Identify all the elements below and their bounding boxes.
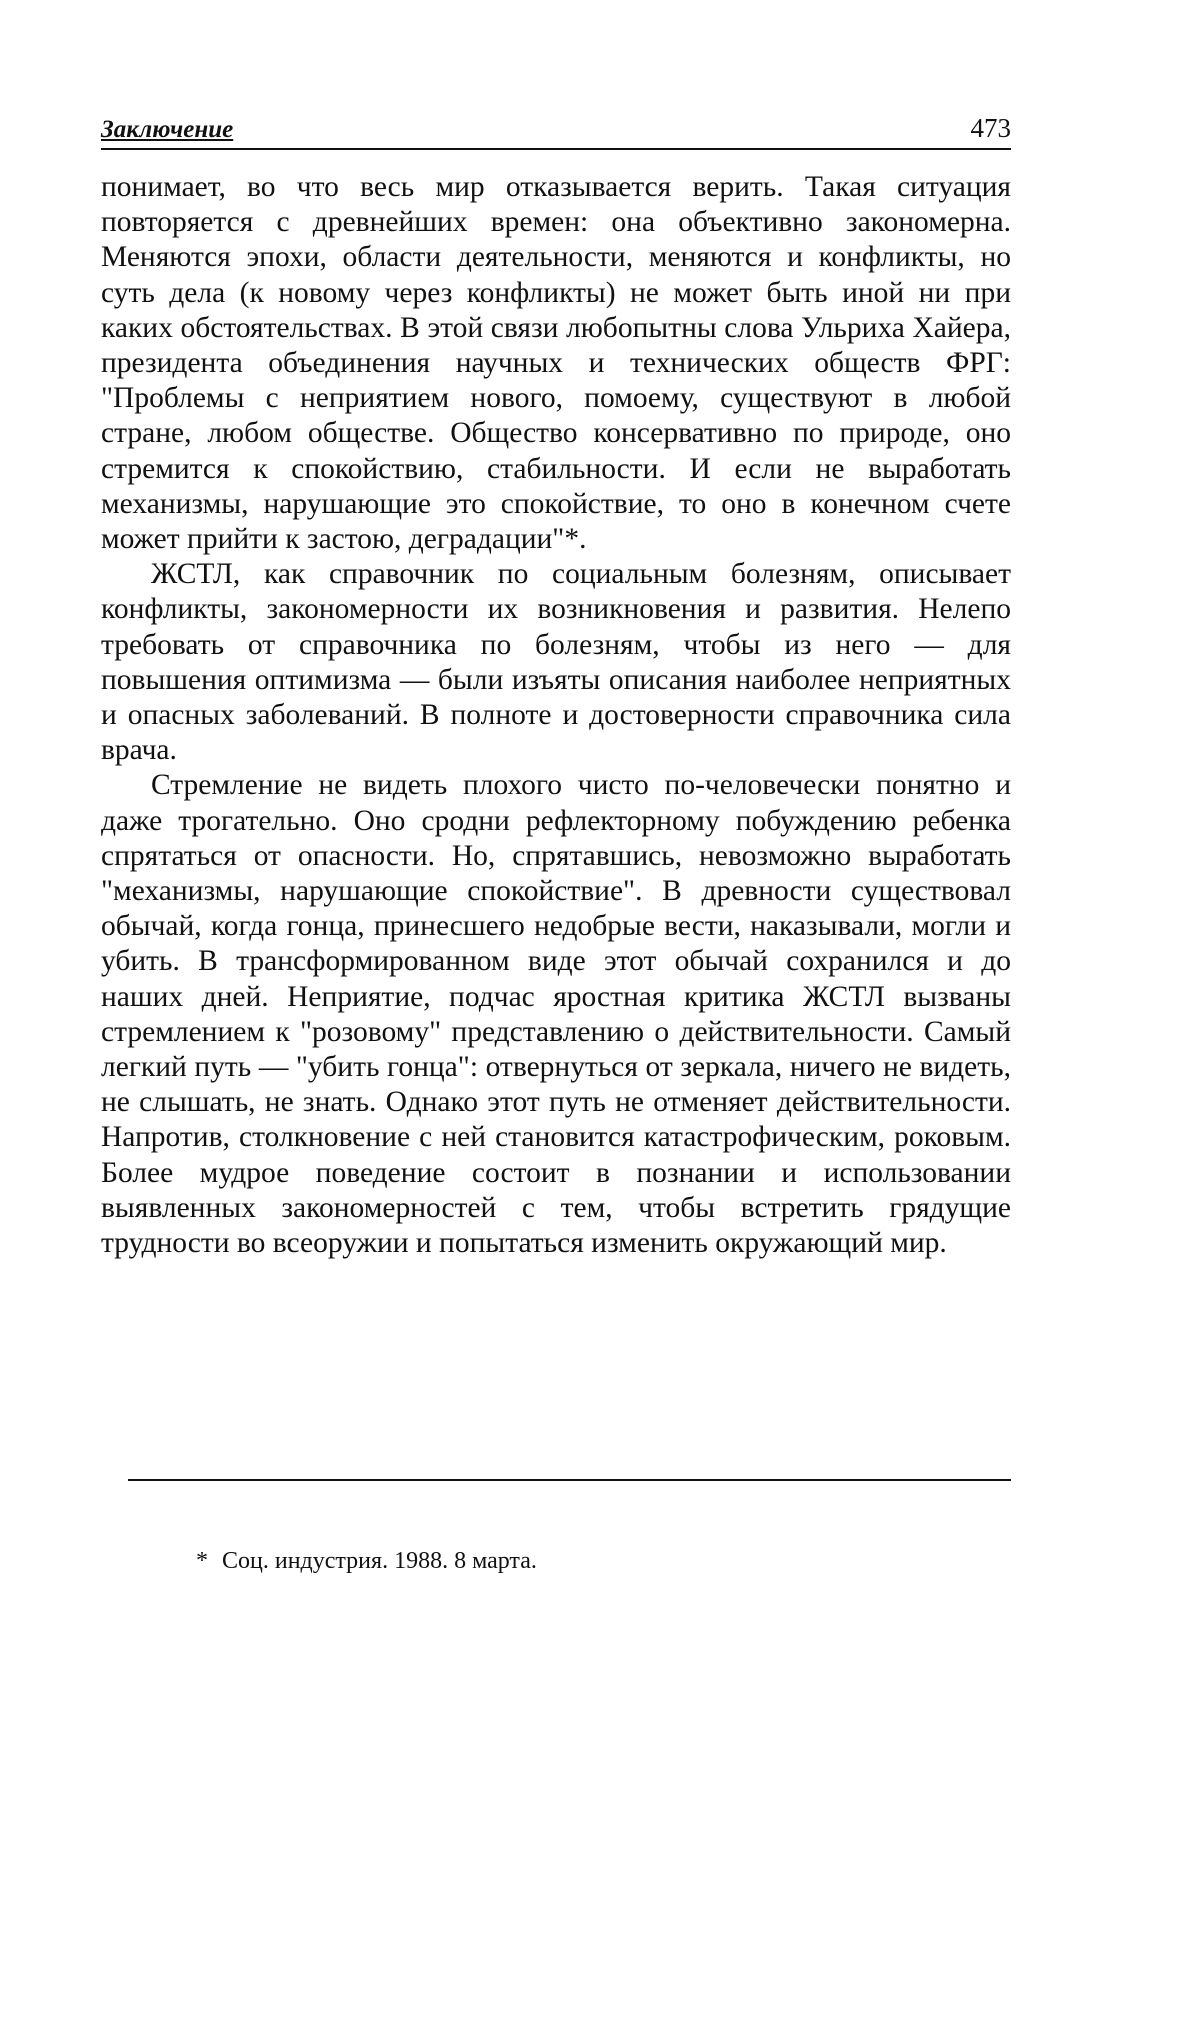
page-number: 473 — [970, 113, 1011, 143]
paragraph-3: Стремление не видеть плохого чисто по-человечески понятно и даже трогательно. Оно сродни рефлекторному побуждению ребенка спрятаться от опасности. Но, спрятавшись, невозможно выработать "механизмы, нарушающие спокойствие". В древности существовал обычай, когда гонца, принесшего недобрые вести, наказывали, могли и убить. В трансформированном виде этот обычай сохранился и до наших дней. Неприятие, подчас яростная критика ЖСТЛ вызваны стремлением к "розовому" представлению о действительности. Самый легкий путь — "убить гонца": отвернуться от зеркала, ничего не видеть, не слышать, не знать. Однако этот путь не отменяет действительности. Напротив, столкновение с ней становится катастрофическим, роковым. Более мудрое поведение состоит в познании и использовании выявленных закономерностей с тем, чтобы встретить грядущие трудности во всеоружии и попытаться изменить окружающий мир. — [101, 769, 1011, 1260]
footnote-divider — [128, 1479, 1011, 1481]
footnote-mark: * — [196, 1548, 208, 1574]
body-text — [101, 170, 1011, 1261]
chapter-title: Заключение — [101, 116, 234, 143]
paragraph-1: понимает, во что весь мир отказывается верить. Такая ситуация повторяется с древнейших времен: она объективно закономерна. Меняются эпохи, области деятельности, меняются и конфликты, но суть дела (к новому через конфликты) не может быть иной ни при каких обстоятельствах. В этой связи любопытны слова Ульриха Хайера, президента объединения научных и технических обществ ФРГ: "Проблемы с неприятием нового, помоему, существуют в любой стране, любом обществе. Общество консервативно по природе, оно стремится к спокойствию, стабильности. И если не выработать механизмы, нарушающие это спокойствие, то оно в конечном счете может прийти к застою, деградации"*. — [101, 171, 1011, 556]
footnote-text: Соц. индустрия. 1988. 8 марта. — [222, 1548, 537, 1574]
paragraph-2: ЖСТЛ, как справочник по социальным болезням, описывает конфликты, закономерности их возникновения и развития. Нелепо требовать от справочника по болезням, чтобы из него — для повышения оптимизма — были изъяты описания наиболее неприятных и опасных заболеваний. В полноте и достоверности справочника сила врача. — [101, 558, 1011, 767]
running-head — [101, 108, 1011, 150]
book-page — [101, 108, 1011, 1261]
footnote — [196, 1546, 537, 1576]
